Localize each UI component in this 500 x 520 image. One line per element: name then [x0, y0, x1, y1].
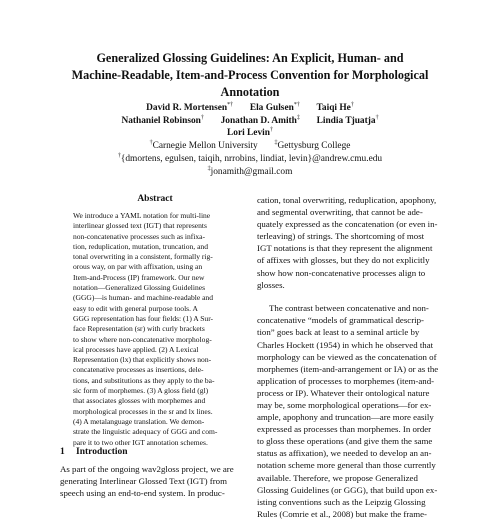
abstract-line: interlinear glossed text (IGT) that represents: [73, 221, 207, 231]
body-line: may be, some morphological operations—for ex-: [257, 400, 432, 410]
author-name: Lori Levin: [227, 128, 270, 139]
body-line: IGT notations is that they represent the alignment: [257, 243, 433, 254]
email-line: [60, 153, 440, 166]
abstract-line: We introduce a YAML notation for multi-line: [73, 211, 211, 220]
body-line: morphemes (item-and-arrangement or IA) or as the: [257, 363, 439, 374]
body-line: notation scheme more general than those currently: [257, 460, 436, 471]
section-number: 1: [60, 447, 65, 457]
body-line: glosses.: [257, 279, 285, 290]
author-line: [60, 102, 440, 115]
abstract-line: (GGG)—is human- and machine-readable and: [73, 293, 213, 303]
intro-line: generating Interlinear Glossed Text (IGT) from: [60, 476, 227, 487]
affiliation-gettysburg: Gettysburg College: [277, 141, 351, 152]
body-line: Charles Hockett (1954) in which he observed that: [257, 339, 434, 350]
abstract-line: morphological processes in the sr and lx lines.: [73, 406, 213, 416]
affiliation-mark: ‡: [274, 139, 278, 146]
body-line: expressed as processes than morphemes. In order: [257, 424, 432, 435]
right-column: [257, 194, 448, 520]
author-name: Lindia Tjuatja: [316, 115, 376, 126]
abstract-line: non-concatenative processes such as infixa-: [73, 231, 206, 241]
abstract-line: easy to edit with general purpose tools. A: [73, 303, 198, 313]
body-line: morphology can be viewed as the concatenation of: [257, 351, 437, 362]
body-line: to gloss these operations (and give them the same: [257, 436, 433, 447]
abstract-line: strate the linguistic adequacy of GGG and com-: [73, 427, 218, 437]
abstract-body: [73, 211, 245, 448]
abstract-line: ical processes have applied. (2) A Lexical: [73, 344, 199, 354]
title-line: Generalized Glossing Guidelines: An Explicit, Human- and: [96, 51, 404, 65]
email-mark: ‡: [207, 165, 211, 172]
abstract-heading: Abstract: [137, 194, 173, 204]
abstract-line: Representation (lx) that explicitly shows non-: [73, 355, 212, 365]
email-gettysburg: jonamith@gmail.com: [210, 166, 293, 177]
body-line: Rules (Comrie et al., 2008) but make the frame-: [257, 508, 427, 519]
title-line: Machine-Readable, Item-and-Process Convention for Morphological: [71, 68, 429, 82]
body-line: and segmental overwriting, that cannot be ade-: [257, 207, 423, 218]
body-line: quately expressed as the concatenation (or even in-: [257, 219, 438, 230]
author-mark: *†: [227, 101, 234, 108]
section-title: Introduction: [76, 447, 128, 457]
body-line: cation, tonal overwriting, reduplication, apophony,: [257, 195, 437, 205]
title-line: Annotation: [220, 85, 280, 99]
abstract-line: Item-and-Process (IP) framework. Our new: [73, 272, 205, 282]
body-line: of affixes with glosses, but they do not explicitly: [257, 255, 430, 266]
body-line: available. Therefore, we propose Generalized: [257, 472, 418, 483]
affiliation-cmu: Carnegie Mellon University: [152, 141, 258, 152]
section-heading-introduction: [60, 447, 250, 457]
email-cmu: {dmortens, egulsen, taiqih, nrrobins, lindiat, levin}@andrew.cmu.edu: [120, 153, 383, 164]
paper-title: [60, 50, 440, 101]
body-line: status as affixation), we needed to develop an an-: [257, 448, 432, 459]
author-name: Ela Gulsen: [249, 103, 294, 113]
abstract-line: tions, and substitutions as they apply to the ba-: [73, 375, 215, 385]
author-mark: †: [375, 114, 379, 121]
author-mark: †: [350, 101, 354, 108]
author-mark: *†: [293, 101, 300, 108]
author-mark: ‡: [296, 114, 300, 121]
abstract-line: that associates glosses with morphemes and: [73, 396, 206, 406]
abstract-line: notation—Generalized Glossing Guidelines: [73, 283, 206, 293]
abstract-line: to show where non-concatenative morpholog-: [73, 334, 212, 344]
email-mark: †: [117, 152, 121, 159]
body-line: show how non-concatenative processes align to: [257, 267, 426, 278]
abstract-line: GGG representation has four fields: (1) A Sur-: [73, 313, 214, 323]
affiliation-line: [60, 140, 440, 153]
abstract-line: concatenative processes as insertions, dele-: [73, 365, 204, 375]
abstract-line: (4) A metalanguage translation. We demon-: [73, 416, 205, 426]
abstract-line: face Representation (sr) with curly brackets: [73, 324, 205, 334]
abstract-line: orous way, on par with affixation, using an: [73, 262, 203, 272]
body-line: concatenative “models of grammatical descrip-: [257, 315, 424, 326]
intro-line: As part of the ongoing wav2gloss project, we are: [60, 464, 234, 474]
affiliation-mark: †: [149, 139, 153, 146]
author-name: David R. Mortensen: [146, 103, 228, 113]
body-line: Glossing Guidelines (or GGG), that build upon ex-: [257, 484, 438, 495]
email-line: [60, 166, 440, 179]
body-line: tion” goes back at least to a seminal article by: [257, 327, 420, 338]
abstract-line: tonal overwriting in a consistent, formally rig-: [73, 252, 213, 262]
body-line: application of processes to morphemes (item-and-: [257, 375, 435, 386]
abstract-line: tion, reduplication, mutation, truncation, and: [73, 241, 208, 251]
body-line: ample, apophony and truncation—are more easily: [257, 412, 434, 423]
body-line: process or IP). Whatever their ontological nature: [257, 387, 430, 398]
abstract-line: sic form of morphemes. (3) A gloss field (gl): [73, 386, 209, 396]
abstract-line: pare it to two other IGT annotation schemes.: [73, 437, 208, 447]
body-line: The contrast between concatenative and non-: [269, 303, 429, 314]
author-line: [60, 127, 440, 140]
intro-line: speech using an end-to-end system. In produc-: [60, 488, 225, 499]
author-line: [60, 115, 440, 128]
author-mark: †: [200, 114, 204, 121]
author-mark: †: [269, 127, 273, 134]
author-name: Jonathan D. Amith: [220, 115, 297, 126]
introduction-body: [60, 463, 250, 499]
body-line: isting conventions such as the Leipzig Glossing: [257, 496, 426, 507]
author-name: Nathaniel Robinson: [121, 115, 201, 126]
author-name: Taiqi He: [316, 103, 351, 113]
author-block: [60, 102, 440, 178]
body-line: terleaving) of strings. The shortcoming of most: [257, 231, 425, 242]
